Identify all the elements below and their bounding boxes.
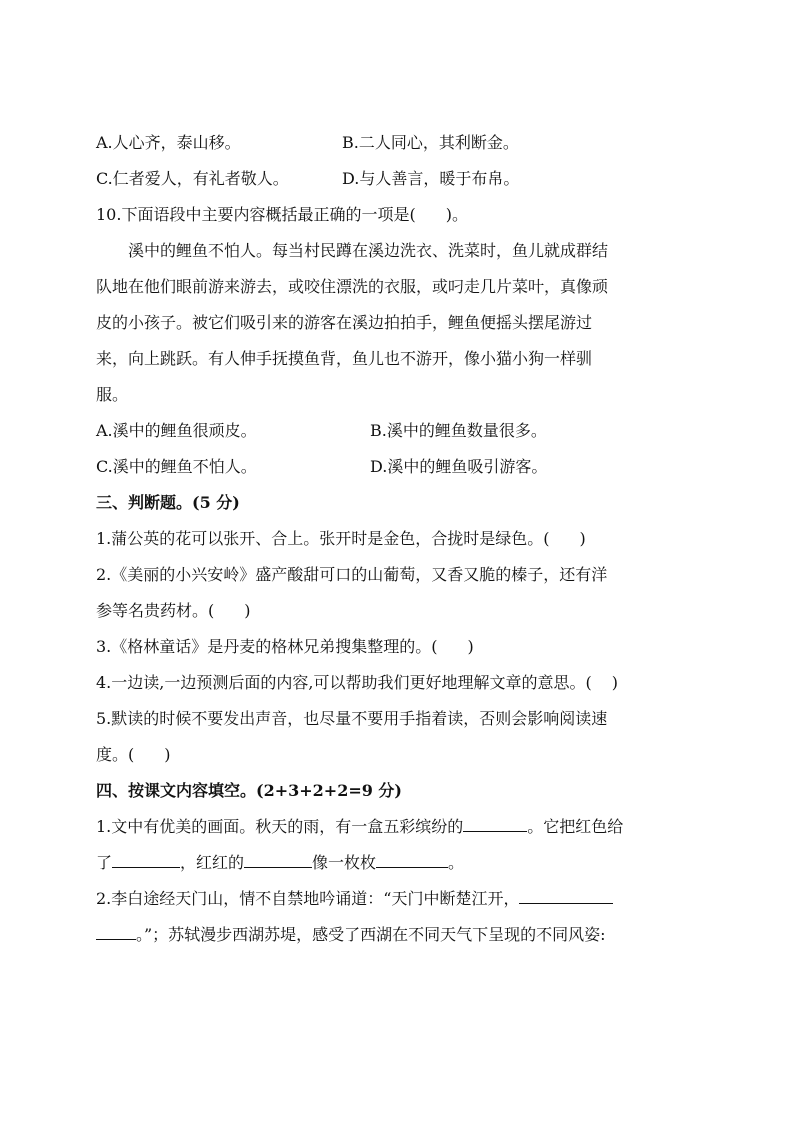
- passage-line: 皮的小孩子。被它们吸引来的游客在溪边拍拍手，鲤鱼便摇头摆尾游过: [96, 313, 593, 332]
- fill-q1-line2: [96, 852, 464, 874]
- fill-blank[interactable]: [463, 817, 527, 832]
- judge-item-2: 2.《美丽的小兴安岭》盛产酸甜可口的山葡萄，又香又脆的榛子，还有洋: [96, 565, 608, 584]
- fill-text: 。”；苏轼漫步西湖苏堤，感受了西湖在不同天气下呈现的不同风姿:: [136, 925, 606, 944]
- q9-option-d: D.与人善言，暖于布帛。: [342, 169, 520, 188]
- q10-stem: [96, 204, 468, 226]
- q10-stem-text: 10.下面语段中主要内容概括最正确的一项是(: [96, 205, 416, 224]
- paren-close: ): [164, 745, 171, 764]
- q10-option-a: A.溪中的鲤鱼很顽皮。: [96, 421, 257, 440]
- fill-text: 像一枚枚: [312, 853, 377, 872]
- q9-option-c: C.仁者爱人，有礼者敬人。: [96, 169, 289, 188]
- fill-blank[interactable]: [244, 853, 312, 868]
- fill-text: 了: [96, 853, 113, 872]
- judge-item-5: 5.默读的时候不要发出声音，也尽量不要用手指着读，否则会影响阅读速: [96, 709, 608, 728]
- q9-option-b: B.二人同心，其利断金。: [342, 133, 519, 152]
- judge-text: 参等名贵药材。(: [96, 601, 215, 620]
- judge-text: 1.蒲公英的花可以张开、合上。张开时是金色，合拢时是绿色。(: [96, 529, 550, 548]
- fill-blank[interactable]: [96, 925, 136, 940]
- q10-option-d: D.溪中的鲤鱼吸引游客。: [370, 457, 548, 476]
- passage-line: 服。: [96, 385, 129, 404]
- fill-text: 。它把红色给: [527, 817, 624, 836]
- paren-close: ): [467, 637, 474, 656]
- section4-title: 四、按课文内容填空。(2+3+2+2=9 分): [96, 781, 403, 800]
- paren-close: ): [611, 673, 618, 692]
- fill-text: 。: [448, 853, 465, 872]
- judge-item-3: [96, 636, 474, 658]
- fill-blank[interactable]: [519, 889, 613, 904]
- paren-close: ): [579, 529, 586, 548]
- judge-text: 3.《格林童话》是丹麦的格林兄弟搜集整理的。(: [96, 637, 438, 656]
- q9-option-a: A.人心齐，泰山移。: [96, 133, 241, 152]
- fill-text: 1.文中有优美的画面。秋天的雨，有一盒五彩缤纷的: [96, 817, 464, 836]
- judge-item-2-cont: [96, 600, 251, 622]
- judge-item-5-cont: [96, 744, 171, 766]
- passage-line: 来，向上跳跃。有人伸手抚摸鱼背，鱼儿也不游开，像小猫小狗一样驯: [96, 349, 593, 368]
- q10-stem-end: )。: [445, 205, 468, 224]
- fill-text: ，红红的: [180, 853, 245, 872]
- fill-q1-line1: [96, 816, 623, 838]
- section3-title: 三、判断题。(5 分): [96, 493, 240, 512]
- fill-blank[interactable]: [112, 853, 180, 868]
- fill-q2-line1: [96, 888, 613, 910]
- q10-option-c: C.溪中的鲤鱼不怕人。: [96, 457, 257, 476]
- paren-close: ): [244, 601, 251, 620]
- judge-text: 4.一边读,一边预测后面的内容,可以帮助我们更好地理解文章的意思。(: [96, 673, 592, 692]
- judge-text: 度。(: [96, 745, 135, 764]
- judge-item-1: [96, 528, 586, 550]
- fill-q2-line2: [96, 924, 606, 946]
- fill-blank[interactable]: [376, 853, 448, 868]
- fill-text: 2.李白途经天门山，情不自禁地吟诵道：“天门中断楚江开，: [96, 889, 520, 908]
- passage-line: 溪中的鲤鱼不怕人。每当村民蹲在溪边洗衣、洗菜时，鱼儿就成群结: [128, 241, 609, 260]
- judge-item-4: [96, 672, 618, 694]
- q10-option-b: B.溪中的鲤鱼数量很多。: [370, 421, 547, 440]
- passage-line: 队地在他们眼前游来游去，或咬住漂洗的衣服，或叼走几片菜叶，真像顽: [96, 277, 609, 296]
